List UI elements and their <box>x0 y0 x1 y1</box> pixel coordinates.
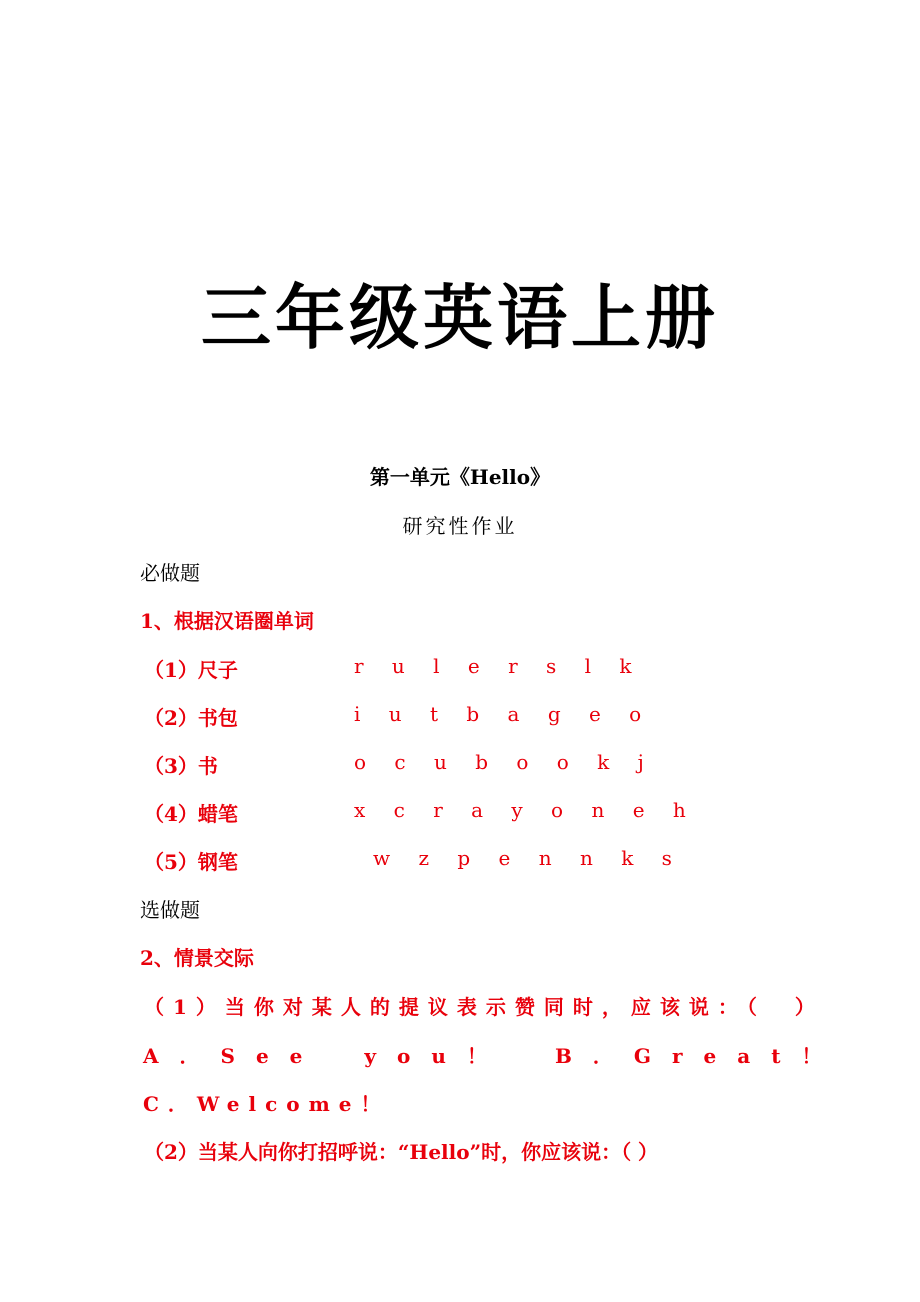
item-5-label: （5）钢笔 <box>144 850 238 874</box>
item-4-label: （4）蜡笔 <box>144 802 238 826</box>
question-1-heading: 1、根据汉语圈单词 <box>140 609 314 633</box>
question-2-1: （1）当你对某人的提议表示赞同时，应该说：（ ） <box>144 995 824 1019</box>
question-2-heading: 2、情景交际 <box>140 946 254 970</box>
document-title: 三年级英语上册 <box>201 277 719 359</box>
required-label: 必做题 <box>140 561 200 585</box>
item-1-letters: r u l e r s l k <box>354 654 643 678</box>
item-5-letters: w z p e n n k s <box>373 846 683 870</box>
subtitle: 研究性作业 <box>402 514 518 538</box>
question-2-2: （2）当某人向你打招呼说：“Hello”时，你应该说：（ ） <box>144 1140 659 1164</box>
option-b: B．Great！ <box>555 1044 843 1068</box>
unit-title: 第一单元《Hello》 <box>369 465 551 489</box>
item-3-label: （3）书 <box>144 754 218 778</box>
item-2-label: （2）书包 <box>144 706 238 730</box>
optional-label: 选做题 <box>140 898 200 922</box>
item-2-letters: i u t b a g e o <box>354 702 653 726</box>
item-4-letters: x c r a y o n e h <box>354 798 697 822</box>
option-a: A．See you！ <box>143 1044 508 1068</box>
item-1-label: （1）尺子 <box>144 658 238 682</box>
option-c: C．Welcome！ <box>143 1092 390 1116</box>
item-3-letters: o c u b o o k j <box>354 750 655 774</box>
